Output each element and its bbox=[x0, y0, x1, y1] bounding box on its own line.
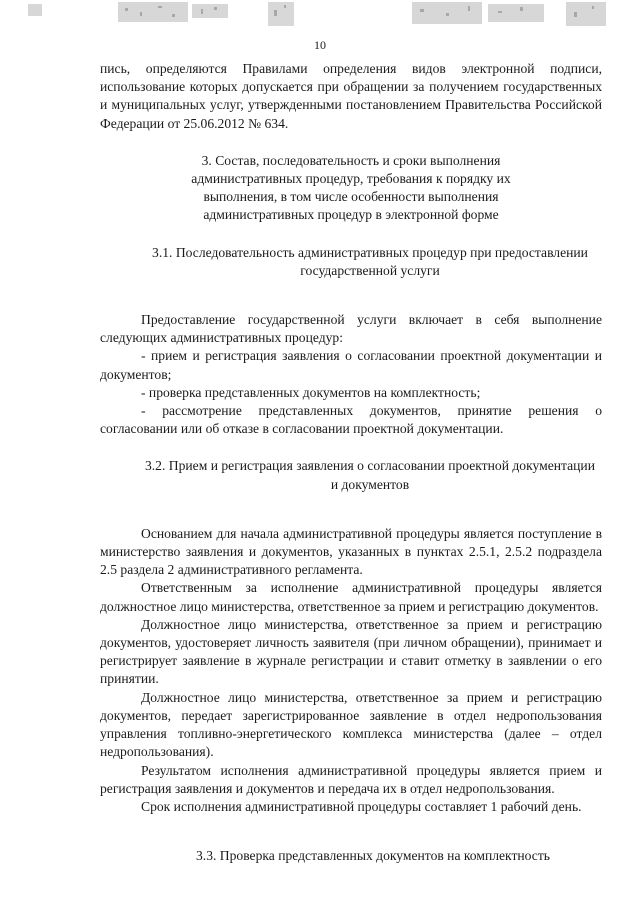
list-item: - проверка представленных документов на комплектность; bbox=[141, 384, 481, 400]
page-number: 10 bbox=[314, 38, 326, 52]
section-3-heading: 3. Состав, последовательность и сроки выполнения административных процедур, требования к порядку их выполнения, в том числе особенности выполнения административных процедур в электронной форме bbox=[191, 152, 511, 223]
paragraph: Срок исполнения административной процедуры составляет 1 рабочий день. bbox=[141, 798, 582, 814]
paragraph: Должностное лицо министерства, ответственное за прием и регистрацию документов, удостоверяет личность заявителя (при личном обращении), принимает и регистрирует заявление в журнале регистрации и ставит отметку в заявлении о его принятии. bbox=[100, 616, 602, 687]
section-3-2-heading: 3.2. Прием и регистрация заявления о согласовании проектной документации и документов bbox=[144, 458, 595, 492]
list-item: - рассмотрение представленных документов, принятие решения о согласовании или об отказе в согласовании проектной документации. bbox=[100, 403, 602, 437]
list-item: - прием и регистрация заявления о согласовании проектной документации и документов; bbox=[100, 348, 602, 382]
section-3-3-heading: 3.3. Проверка представленных документов на комплектность bbox=[196, 848, 550, 864]
section-3-1-lead: Предоставление государственной услуги включает в себя выполнение следующих административных процедур: bbox=[100, 312, 602, 346]
paragraph: Основанием для начала административной процедуры является поступление в министерство заявления и документов, указанных в пунктах 2.5.1, 2.5.2 подраздела 2.5 раздела 2 административного регламента. bbox=[100, 525, 602, 578]
paragraph: Ответственным за исполнение административной процедуры является должностное лицо министерства, ответственное за прием и регистрацию документов. bbox=[100, 580, 602, 614]
section-3-1-heading: 3.1. Последовательность административных процедур при предоставлении государственной услуги bbox=[152, 244, 588, 278]
document-body bbox=[100, 60, 602, 865]
scan-noise-header bbox=[0, 0, 640, 34]
paragraph: Результатом исполнения административной процедуры является прием и регистрация заявления и документов и передача их в отдел недропользования. bbox=[100, 762, 602, 796]
paragraph: Должностное лицо министерства, ответственное за прием и регистрацию документов, передает зарегистрированное заявление в отдел недропользования управления топливно-энергетического комплекса министерства (далее – отдел недропользования). bbox=[100, 689, 602, 760]
intro-paragraph: пись, определяются Правилами определения видов электронной подписи, использование которых допускается при обращении за получением государственных и муниципальных услуг, утвержденными постановлением Правительства Российской Федерации от 25.06.2012 № 634. bbox=[100, 61, 602, 131]
